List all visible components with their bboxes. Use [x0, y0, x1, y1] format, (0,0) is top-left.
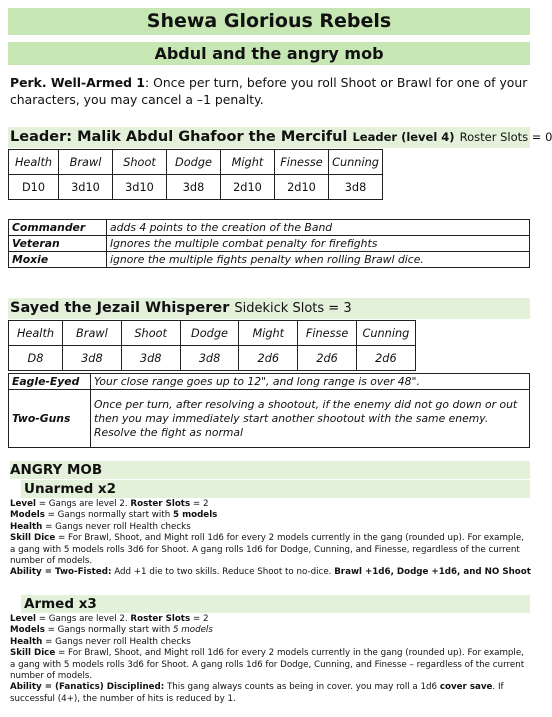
- ability-name: = Two-Fisted:: [41, 567, 112, 578]
- rule-text: = 2: [190, 499, 209, 509]
- rule-text: = Gangs never roll Health checks: [42, 636, 191, 647]
- skill-text: adds 4 points to the creation of the Band: [107, 220, 530, 236]
- rule-label: Level: [10, 614, 36, 624]
- leader-roster-slots: Roster Slots = 0: [459, 130, 552, 144]
- models-count: 5 models: [173, 510, 218, 521]
- rule-label: Ability: [10, 682, 42, 693]
- stat-value: 3d8: [121, 346, 180, 371]
- rule-text: = Gangs never roll Health checks: [42, 521, 191, 532]
- leader-heading: [8, 127, 552, 148]
- stat-value: 2d6: [239, 346, 298, 371]
- skill-name: Eagle-Eyed: [9, 374, 91, 390]
- band-subtitle: Abdul and the angry mob: [8, 42, 530, 65]
- rule-label: Health: [10, 521, 43, 532]
- stat-value: 2d6: [356, 346, 415, 371]
- skill-row: [9, 220, 530, 236]
- rule-label: Health: [10, 636, 43, 647]
- rule-label: Skill Dice: [10, 648, 56, 659]
- stat-value: 2d10: [275, 175, 329, 200]
- stat-header: Dodge: [180, 321, 239, 346]
- skill-text: Your close range goes up to 12", and long range is over 48".: [91, 374, 530, 390]
- stat-header: Might: [221, 150, 275, 175]
- sidekick-slots: Sidekick Slots = 3: [234, 301, 352, 316]
- sidekick-skills-table: [8, 373, 530, 448]
- skill-name: Moxie: [9, 252, 107, 268]
- skill-row: [9, 374, 530, 390]
- stat-value: 3d10: [59, 175, 113, 200]
- leader-stats-table: [8, 149, 383, 200]
- stat-value: D10: [9, 175, 59, 200]
- stat-header: Might: [239, 321, 298, 346]
- stat-header: Brawl: [59, 150, 113, 175]
- stat-value: 3d8: [167, 175, 221, 200]
- stat-header: Finesse: [298, 321, 357, 346]
- stat-value: 3d10: [113, 175, 167, 200]
- rule-label: Level: [10, 499, 36, 509]
- rule-text: Add +1 die to two skills. Reduce Shoot to no-dice.: [111, 567, 335, 578]
- sidekick-name: Sayed the Jezail Whisperer: [10, 300, 230, 316]
- perk-paragraph: [10, 74, 530, 108]
- stat-value: 3d8: [63, 346, 122, 371]
- ability-name: = (Fanatics) Disciplined:: [41, 682, 165, 693]
- leader-level: Leader (level 4): [352, 130, 455, 144]
- perk-name: Perk. Well-Armed 1: [10, 75, 145, 90]
- mob-heading: ANGRY MOB: [10, 461, 530, 479]
- stat-value: D8: [9, 346, 63, 371]
- ability-bold: cover save: [439, 682, 493, 693]
- stat-header: Finesse: [275, 150, 329, 175]
- sidekick-heading: [8, 298, 530, 319]
- rule-text: = Gangs normally start with: [44, 510, 173, 521]
- skill-name: Two-Guns: [9, 390, 91, 448]
- skill-text: Ignores the multiple combat penalty for firefights: [107, 236, 530, 252]
- rule-text: . If successful (4+), the number of hits is reduced by 1.: [10, 682, 504, 704]
- stat-value: 2d10: [221, 175, 275, 200]
- models-count: 5 models: [173, 625, 213, 636]
- stat-header: Shoot: [113, 150, 167, 175]
- rule-text: = For Brawl, Shoot, and Might roll 1d6 for every 2 models currently in the gang (rounded up). For example, a gang with 5 models rolls 3d6 for Shoot. A gang rolls 1d6 for Dodge, Cunning, and Finesse – regardless of the current number of models.: [10, 648, 525, 682]
- leader-name: Leader: Malik Abdul Ghafoor the Merciful: [10, 129, 348, 145]
- armed-gang-heading: Armed x3: [21, 595, 530, 613]
- rule-label: Roster Slots: [130, 614, 191, 624]
- rule-text: This gang always counts as being in cover. you may roll a 1d6: [164, 682, 440, 693]
- stat-value: 3d8: [329, 175, 383, 200]
- stat-header: Shoot: [121, 321, 180, 346]
- page-title: Shewa Glorious Rebels: [8, 8, 530, 35]
- stat-header: Brawl: [63, 321, 122, 346]
- perk-text: : Once per turn, before you roll Shoot or Brawl for one of your characters, you may cancel a –1 penalty.: [10, 75, 528, 107]
- leader-skills-table: [8, 219, 530, 268]
- stat-header: Cunning: [329, 150, 383, 175]
- rule-text: = Gangs normally start with: [44, 625, 173, 636]
- armed-gang-rules: [10, 614, 532, 705]
- rule-label: Models: [10, 625, 45, 636]
- unarmed-gang-heading: Unarmed x2: [21, 480, 530, 498]
- ability-bold: Brawl +1d6, Dodge +1d6, and NO Shoot: [334, 567, 531, 578]
- rule-label: Roster Slots: [130, 499, 191, 509]
- rule-text: = Gangs are level 2.: [35, 614, 131, 624]
- stat-header: Cunning: [356, 321, 415, 346]
- skill-name: Veteran: [9, 236, 107, 252]
- stat-value: 3d8: [180, 346, 239, 371]
- skill-row: [9, 252, 530, 268]
- skill-name: Commander: [9, 220, 107, 236]
- rule-text: = Gangs are level 2.: [35, 499, 131, 509]
- skill-text: ignore the multiple fights penalty when rolling Brawl dice.: [107, 252, 530, 268]
- rule-label: Skill Dice: [10, 533, 56, 544]
- stat-header: Health: [9, 150, 59, 175]
- rule-label: Ability: [10, 567, 42, 578]
- rule-text: = 2: [190, 614, 209, 624]
- unarmed-gang-rules: [10, 499, 532, 579]
- rule-text: = For Brawl, Shoot, and Might roll 1d6 for every 2 models currently in the gang (rounded up). For example, a gang with 5 models rolls 3d6 for Shoot. A gang rolls 1d6 for Dodge, Cunning, and Finesse, regardless of the current number of models.: [10, 533, 524, 567]
- skill-row: [9, 236, 530, 252]
- stat-header: Dodge: [167, 150, 221, 175]
- stat-header: Health: [9, 321, 63, 346]
- stat-value: 2d6: [298, 346, 357, 371]
- skill-text: Once per turn, after resolving a shootout, if the enemy did not go down or out then you may immediately start another shootout with the same enemy. Resolve the fight as normal: [91, 390, 530, 448]
- sidekick-stats-table: [8, 320, 416, 371]
- skill-row: [9, 390, 530, 448]
- rule-label: Models: [10, 510, 45, 521]
